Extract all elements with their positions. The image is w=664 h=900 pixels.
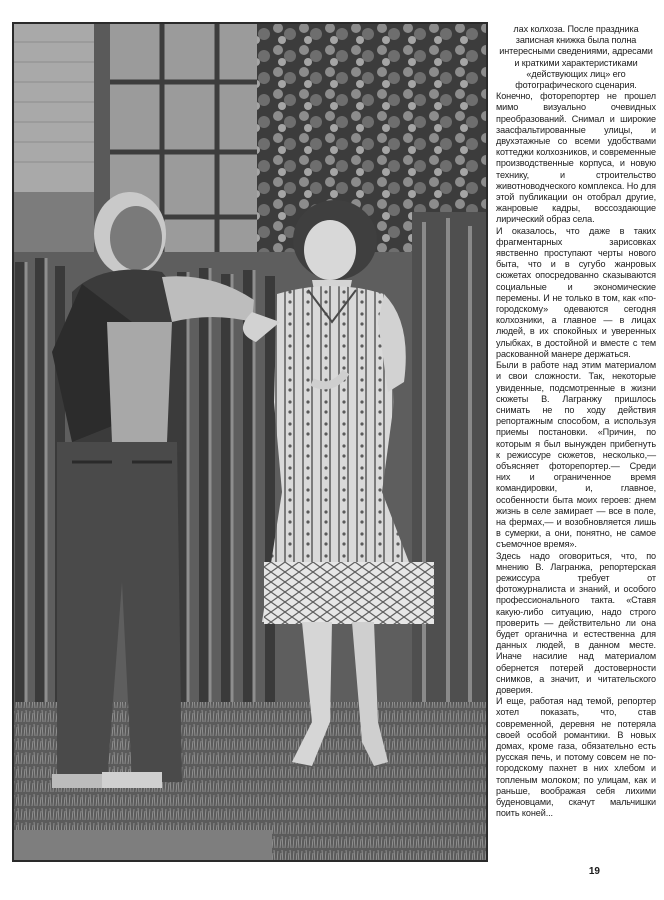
window-lace-curtain [12,22,94,192]
photo-couple-at-fence [12,22,488,862]
article-paragraph: Конечно, фоторепортер не прошел мимо визуально очевидных преобразований. Снимал и широкие заасфальтированные улицы, и двухэтажные со всеми удобствами коттеджи колхозников, и современные производственные корпуса, и новую технику, и строительство животноводческого комплекса. Но для этой публикации он отобрал другие, жанровые кадры, воссоздающие лирический образ села. [496,91,656,225]
article-paragraph: лах колхоза. После праздника записная книжка была полна интересными сведениями, адресами и краткими характеристиками «действующих лиц» его фотографического сценария. [499,24,653,91]
article-photo [12,22,488,862]
article-paragraph: И еще, работая над темой, репортер хотел показать, что, став современной, деревня не потеряла своей особой романтики. В новых домах, кроме газа, обязательно есть русская печь, и потому совсем не по-городскому пахнет в них хлебом и топленым молоком; по улицам, как и раньше, воображая себя лихими буденовцами, скачут мальчишки поить коней... [496,696,656,819]
article-paragraph: И оказалось, что даже в таких фрагментарных зарисовках явственно проступают черты нового быта, что и в сугубо жанровых сюжетах опосредованно сказываются социальные и экономические перемены. И не только в том, как «по-городскому» одеваются сегодня колхозники, а главное — в лицах людей, в их спокойных и уверенных улыбках, в достойной и вместе с тем раскованной манере держаться. [496,225,656,359]
article-paragraph: Были в работе над этим материалом и свои сложности. Так, некоторые увиденные, подсмотренные в жизни сюжеты В. Лагранжу пришлось снимать не по ходу действия репортажным способом, а используя приемы постановки. «Причин, по которым я был вынужден прибегнуть к режиссуре сюжетов, несколько,— объясняет фоторепортер.— Среди них и ограниченное время командировки, и, главное, особенности быта моих героев: днем жизнь в селе замирает — все в поле, на фермах,— и возобновляется лишь в сумерки, а они, понятно, не самое съемочное время». [496,360,656,550]
page-number: 19 [588,866,600,877]
article-paragraph: Здесь надо оговориться, что, по мнению В. Лагранжа, репортерская режиссура требует от фотожурналиста и знаний, и особого профессионального такта. «Ставя какую-либо ситуацию, надо строго проверить — действительно ли она будет органична и естественна для данных людей, в данном месте. Иначе насилие над материалом обернется потерей достоверности снимков, а значит, и читательского доверия. [496,550,656,695]
article-text-column [496,24,656,819]
